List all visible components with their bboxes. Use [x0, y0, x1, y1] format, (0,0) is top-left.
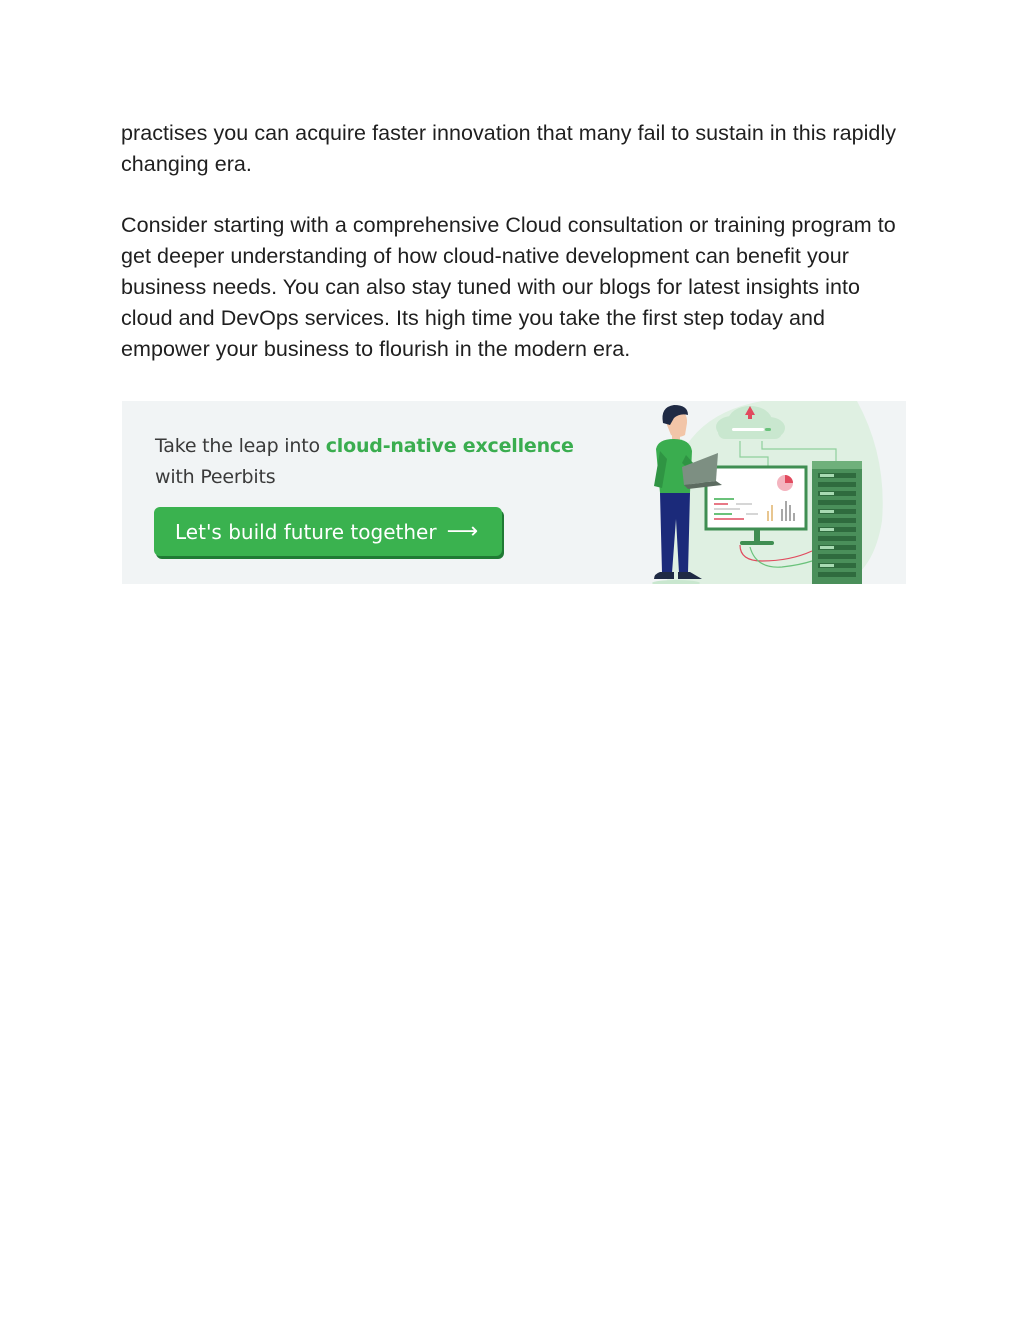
- paragraph-cta: Consider starting with a comprehensive Cloud consultation or training program to get deeper understanding of how cloud-native development can benefit your business needs. You can also stay tuned with our blogs for latest insights into cloud and DevOps services. Its high time you take the first step today and empower your business to flourish in the modern era.: [121, 213, 896, 361]
- headline-suffix: with Peerbits: [155, 466, 276, 488]
- cloud-devops-illustration: [122, 401, 906, 584]
- promo-banner[interactable]: [122, 401, 906, 584]
- paragraph-intro: practises you can acquire faster innovation that many fail to sustain in this rapidly changing era.: [121, 121, 897, 176]
- cta-label: Let's build future together: [175, 519, 437, 544]
- server-rack: [812, 461, 862, 584]
- headline-prefix: Take the leap into: [155, 435, 326, 457]
- headline-accent: cloud-native excellence: [325, 435, 574, 457]
- article-body: [121, 118, 911, 365]
- arrow-right-icon: ⟶: [446, 519, 479, 544]
